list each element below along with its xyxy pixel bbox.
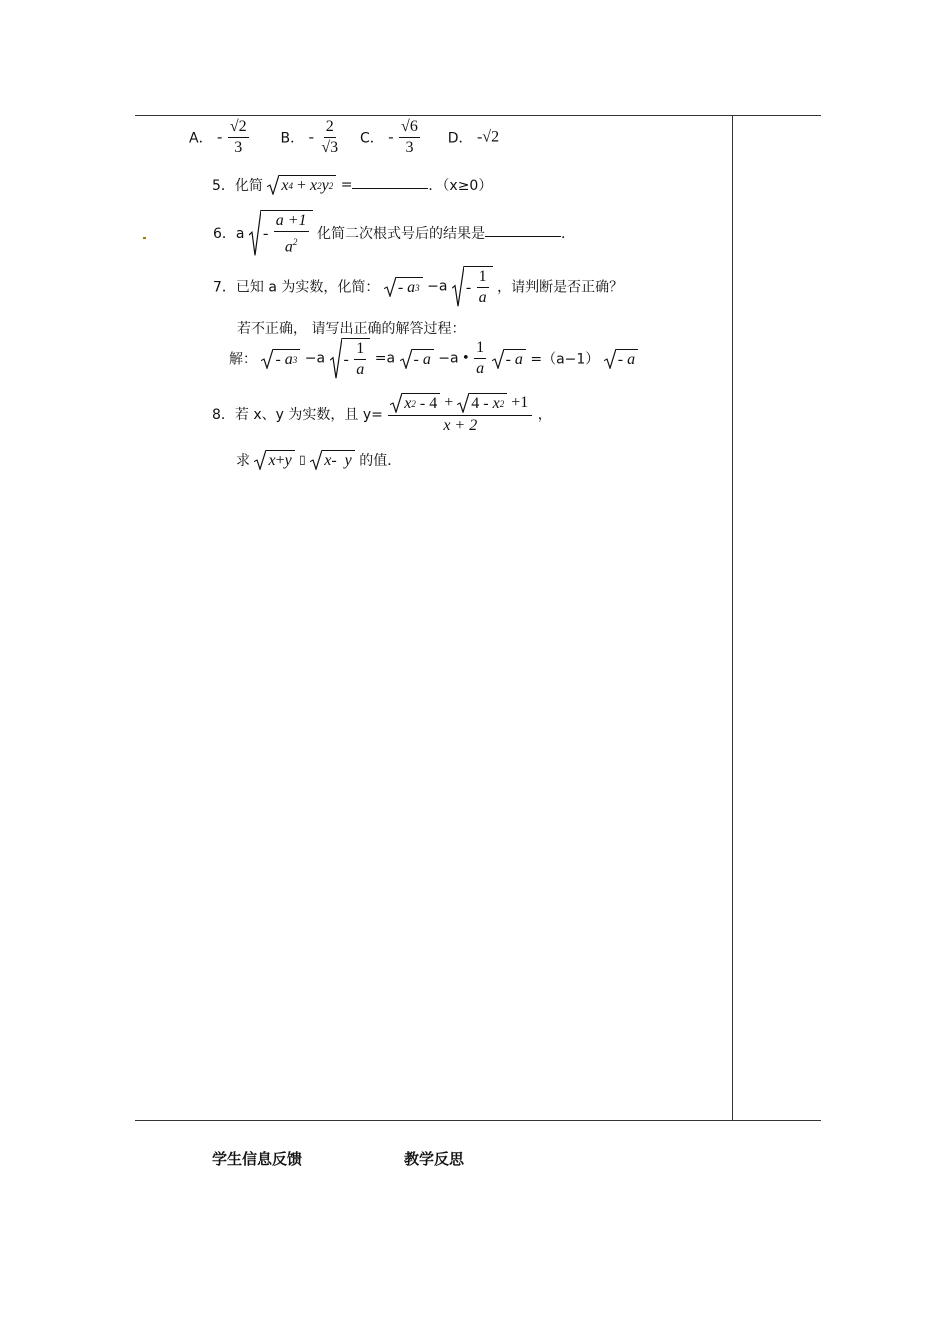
option-a-sign: -: [217, 128, 223, 146]
option-b-numerator: 2: [324, 118, 336, 138]
option-c-label: C．: [360, 130, 384, 147]
question-8-prefix: 8．若 x、y 为实数，且 y=: [212, 407, 383, 423]
question-7-mid: −a: [427, 278, 448, 295]
question-7-prefix: 7．已知 a 为实数，化简：: [213, 279, 380, 296]
solution-label: 解：: [229, 351, 257, 368]
solution-fraction: $\frac{1}{a}$: [476, 339, 485, 377]
question-7-line2: 若不正确， 请写出正确的解答过程：: [237, 321, 466, 337]
question-7-fraction: [477, 268, 489, 307]
solution-radical-1: - a 3: [261, 349, 300, 369]
question-6-numerator: a +1: [274, 212, 309, 232]
question-6-suffix: 化简二次根式号后的结果是: [316, 226, 485, 243]
solution-radical-4: - a: [492, 349, 526, 369]
solution-bullet: •: [463, 349, 469, 367]
question-7-radicand-1: - a: [397, 278, 416, 296]
solution-mid-1: −a: [304, 350, 326, 367]
question-7-suffix: ，请判断是否正确？: [497, 279, 624, 296]
option-a-numerator: √2: [228, 118, 249, 138]
question-8-denominator: x + 2: [443, 417, 478, 434]
solution-radical-3: - a: [400, 349, 434, 369]
solution-eq-2: =（a−1）: [530, 351, 600, 368]
question-8-radical-1: x + y: [254, 450, 294, 470]
solution-eq-1: =a: [374, 350, 396, 367]
question-7-minus: -: [465, 278, 472, 296]
question-7-solution: [229, 338, 638, 379]
stray-mark: [143, 237, 146, 239]
question-8-line2: [236, 450, 401, 470]
option-c-fraction: [399, 118, 420, 157]
option-a-label: A．: [189, 130, 213, 147]
question-6-prefix: 6．a: [213, 226, 245, 243]
question-8-radical-2: x - y: [310, 450, 355, 470]
option-d-value: -√2: [476, 128, 500, 146]
option-b-sign: -: [308, 128, 314, 146]
question-8-line2-suffix: 的值．: [359, 453, 402, 469]
teaching-reflection-heading: 教学反思: [404, 1150, 465, 1168]
question-5-equals: =: [340, 177, 353, 193]
question-7-radical-2: [452, 266, 493, 307]
question-6: [213, 210, 575, 256]
solution-radical-5: - a: [604, 349, 638, 369]
table-bottom-border: [135, 1120, 821, 1121]
option-b-label: B．: [280, 130, 305, 147]
question-8: [212, 393, 552, 435]
question-6-radical: [249, 210, 313, 256]
question-6-denominator: a: [284, 238, 293, 256]
question-5: [212, 174, 492, 195]
question-5-suffix: ．（x≥0）: [428, 178, 493, 194]
question-7-numerator: 1: [477, 268, 489, 288]
question-8-line2-prefix: 求: [236, 453, 250, 469]
question-7-radical-1: [384, 277, 423, 297]
option-c-denominator: 3: [405, 139, 414, 156]
option-d-label: D．: [447, 130, 473, 147]
question-5-answer-blank[interactable]: [352, 174, 428, 189]
option-a-fraction: [228, 118, 249, 157]
option-b-denominator: √3: [321, 139, 339, 156]
question-8-suffix: ，: [537, 407, 552, 423]
question-8-fraction: x 2 - 4 + 4 - x 2 +1 x + 2: [388, 393, 532, 435]
question-6-answer-blank[interactable]: [485, 222, 561, 237]
question-5-radical: x 4 + x 2 y 2: [267, 175, 336, 195]
question-7-denominator: a: [478, 289, 487, 306]
question-6-fraction: [274, 212, 309, 256]
option-a-denominator: 3: [234, 139, 243, 156]
option-c-numerator: √6: [399, 118, 420, 138]
student-feedback-heading: 学生信息反馈: [212, 1150, 303, 1168]
question-7: [213, 266, 623, 307]
question-5-prefix: 5．化简: [212, 178, 263, 194]
question-6-end: ．: [560, 226, 575, 243]
question-7-exponent: 3: [415, 282, 420, 293]
multiply-box-icon: ▯: [299, 452, 306, 467]
option-b-fraction: [319, 118, 340, 157]
table-top-border: [135, 115, 821, 116]
question-6-denominator-exponent: 2: [292, 237, 298, 247]
option-c-sign: -: [388, 128, 394, 146]
question-6-minus: -: [262, 225, 269, 243]
solution-radical-2: - $\frac{1}{a}$: [330, 338, 371, 379]
table-column-divider: [732, 115, 733, 1121]
solution-mid-2: −a: [438, 350, 459, 367]
question-4-options: [189, 118, 499, 157]
